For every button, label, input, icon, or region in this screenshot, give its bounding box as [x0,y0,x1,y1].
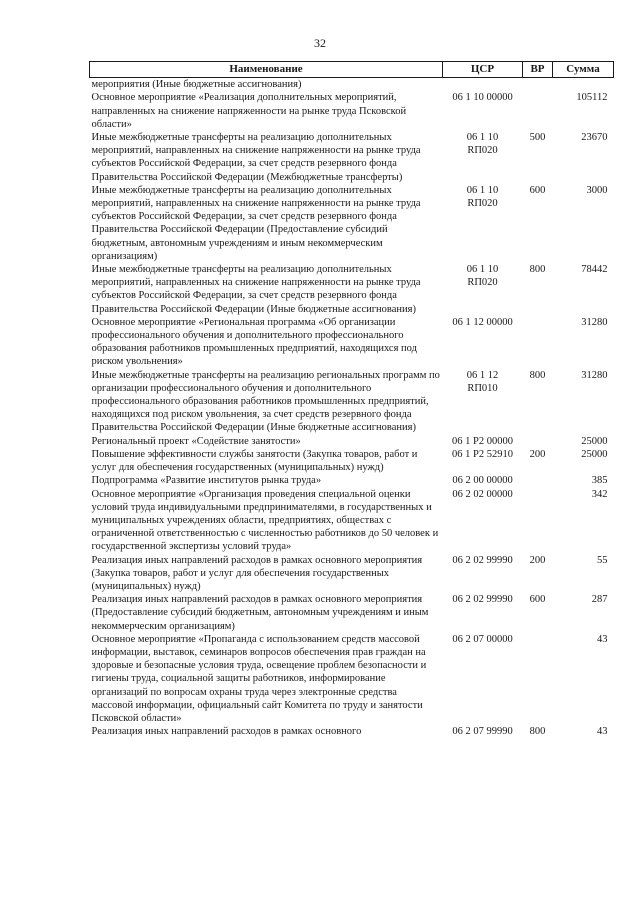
row-csr-cell: 06 2 02 99990 [452,554,513,566]
row-vr-cell [523,435,553,448]
row-vr-cell [523,91,553,131]
row-sum-cell: 3000 [586,184,608,196]
row-name-cell: Реализация иных направлений расходов в рамках основного [91,726,362,738]
row-csr-cell [443,78,523,92]
row-vr-cell [523,316,553,369]
row-sum-cell: 105112 [576,92,608,104]
row-name-cell: Основное мероприятие «Реализация дополнительных мероприятий, направленных на снижение напряженности на рынке труда Псковской области» [91,92,407,130]
row-vr-cell: 200 [529,448,546,460]
row-sum-cell: 31280 [581,369,608,381]
row-name-cell: Реализация иных направлений расходов в рамках основного мероприятия (Закупка товаров, работ и услуг для обеспечения государственных (муниципальных) нужд) [91,554,423,592]
table-row [90,263,614,316]
row-csr-cell: 06 1 10 RП020 [466,184,499,210]
table-row [90,725,614,738]
row-sum-cell: 342 [591,488,608,500]
row-csr-cell: 06 1 P2 52910 [452,448,513,460]
row-sum-cell: 385 [591,475,608,487]
row-vr-cell [523,633,553,725]
table-row [90,633,614,725]
table-row [90,448,614,474]
row-name-cell: Подпрограмма «Развитие институтов рынка труда» [91,475,322,487]
row-name-cell: Основное мероприятие «Пропаганда с использованием средств массовой информации, выставок, семинаров вопросов обеспечения прав граждан на здоровые и безопасные условия труда, освещение проблем безопасности и гигиены труда, социальной защиты работников, информирование организаций по вопросам охраны труда через электронные средства массовой информации, официальный сайт Комитета по труду и занятости Псковской области» [91,633,427,724]
row-vr-cell: 200 [529,554,546,566]
row-name-cell: Региональный проект «Содействие занятости» [91,435,301,447]
row-sum-cell [553,78,614,92]
row-csr-cell: 06 2 07 00000 [452,633,513,645]
row-name-cell: Основное мероприятие «Организация проведения специальной оценки условий труда индивидуальными предпринимателями, в государственных и муниципальных учреждениях области, предприятиях, обществах с ограниченной ответственностью с численностью работников до 50 человек и государственной экспертизы условий труда» [91,488,439,553]
header-vr: ВР [523,62,553,78]
table-body [90,78,614,739]
row-csr-cell: 06 1 P2 00000 [452,435,513,447]
table-row [90,316,614,369]
row-csr-cell: 06 2 02 00000 [452,488,513,500]
row-name-cell: Основное мероприятие «Региональная программа «Об организации профессионального обучения и дополнительного профессионального образования работников промышленных предприятий, находящихся под риском увольнения» [91,316,417,368]
row-name-cell: Иные межбюджетные трансферты на реализацию дополнительных мероприятий, направленных на снижение напряженности на рынке труда субъектов Российской Федерации, за счет средств резервного фонда Правительства Российской Федерации (Предоставление субсидий бюджетным, автономным учреждениям и иным некоммерческим организациям) [91,184,421,262]
row-vr-cell [523,474,553,487]
row-sum-cell: 78442 [581,264,608,276]
table-header-row [90,62,614,78]
row-sum-cell: 43 [597,633,608,645]
row-sum-cell: 43 [597,726,608,738]
table-row [90,78,614,92]
row-sum-cell: 287 [591,594,608,606]
row-sum-cell: 31280 [581,316,608,328]
table-row [90,91,614,131]
row-csr-cell: 06 1 12 RП010 [466,369,499,394]
row-name-cell: мероприятия (Иные бюджетные ассигнования) [91,79,302,91]
header-name: Наименование [90,62,443,78]
table-row [90,184,614,263]
row-vr-cell [523,78,553,92]
row-name-cell: Повышение эффективности службы занятости (Закупка товаров, работ и услуг для обеспечения государственных (муниципальных) нужд) [91,448,418,474]
header-csr: ЦСР [443,62,523,78]
table-row [90,474,614,487]
budget-table [89,61,614,738]
table-row [90,554,614,594]
row-vr-cell: 800 [529,264,546,276]
row-csr-cell: 06 2 00 00000 [452,475,513,487]
table-row [90,488,614,554]
row-name-cell: Иные межбюджетные трансферты на реализацию дополнительных мероприятий, направленных на снижение напряженности на рынке труда субъектов Российской Федерации, за счет средств резервного фонда Правительства Российской Федерации (Иные бюджетные ассигнования) [91,264,421,315]
row-csr-cell: 06 2 02 99990 [452,594,513,606]
table-row [90,131,614,184]
row-csr-cell: 06 1 12 00000 [452,316,513,328]
row-vr-cell: 800 [529,369,546,381]
table-row [90,593,614,633]
row-vr-cell: 600 [529,184,546,196]
row-name-cell: Реализация иных направлений расходов в рамках основного мероприятия (Предоставление субсидий бюджетным, автономным учреждениям и иным некоммерческим организациям) [91,594,429,632]
row-sum-cell: 23670 [581,132,608,144]
row-vr-cell [523,488,553,554]
row-sum-cell: 25000 [581,435,608,447]
row-vr-cell: 600 [529,594,546,606]
row-csr-cell: 06 1 10 RП020 [466,132,499,157]
row-name-cell: Иные межбюджетные трансферты на реализацию региональных программ по организации профессионального обучения и дополнительного профессионального образования работников промышленных предприятий, находящихся под риском увольнения, за счет средств резервного фонда Правительства Российской Федерации (Иные бюджетные ассигнования) [91,369,440,434]
table-row [90,369,614,435]
page-number: 32 [314,36,326,50]
table-row [90,435,614,448]
row-csr-cell: 06 1 10 00000 [452,92,513,104]
row-vr-cell: 800 [529,726,546,738]
row-csr-cell: 06 2 07 99990 [452,726,513,738]
row-sum-cell: 55 [597,554,608,566]
header-sum: Сумма [553,62,614,78]
row-vr-cell: 500 [529,132,546,144]
row-sum-cell: 25000 [581,448,608,460]
row-csr-cell: 06 1 10 RП020 [466,264,499,289]
row-name-cell: Иные межбюджетные трансферты на реализацию дополнительных мероприятий, направленных на снижение напряженности на рынке труда субъектов Российской Федерации, за счет средств резервного фонда Правительства Российской Федерации (Межбюджетные трансферты) [91,132,421,183]
